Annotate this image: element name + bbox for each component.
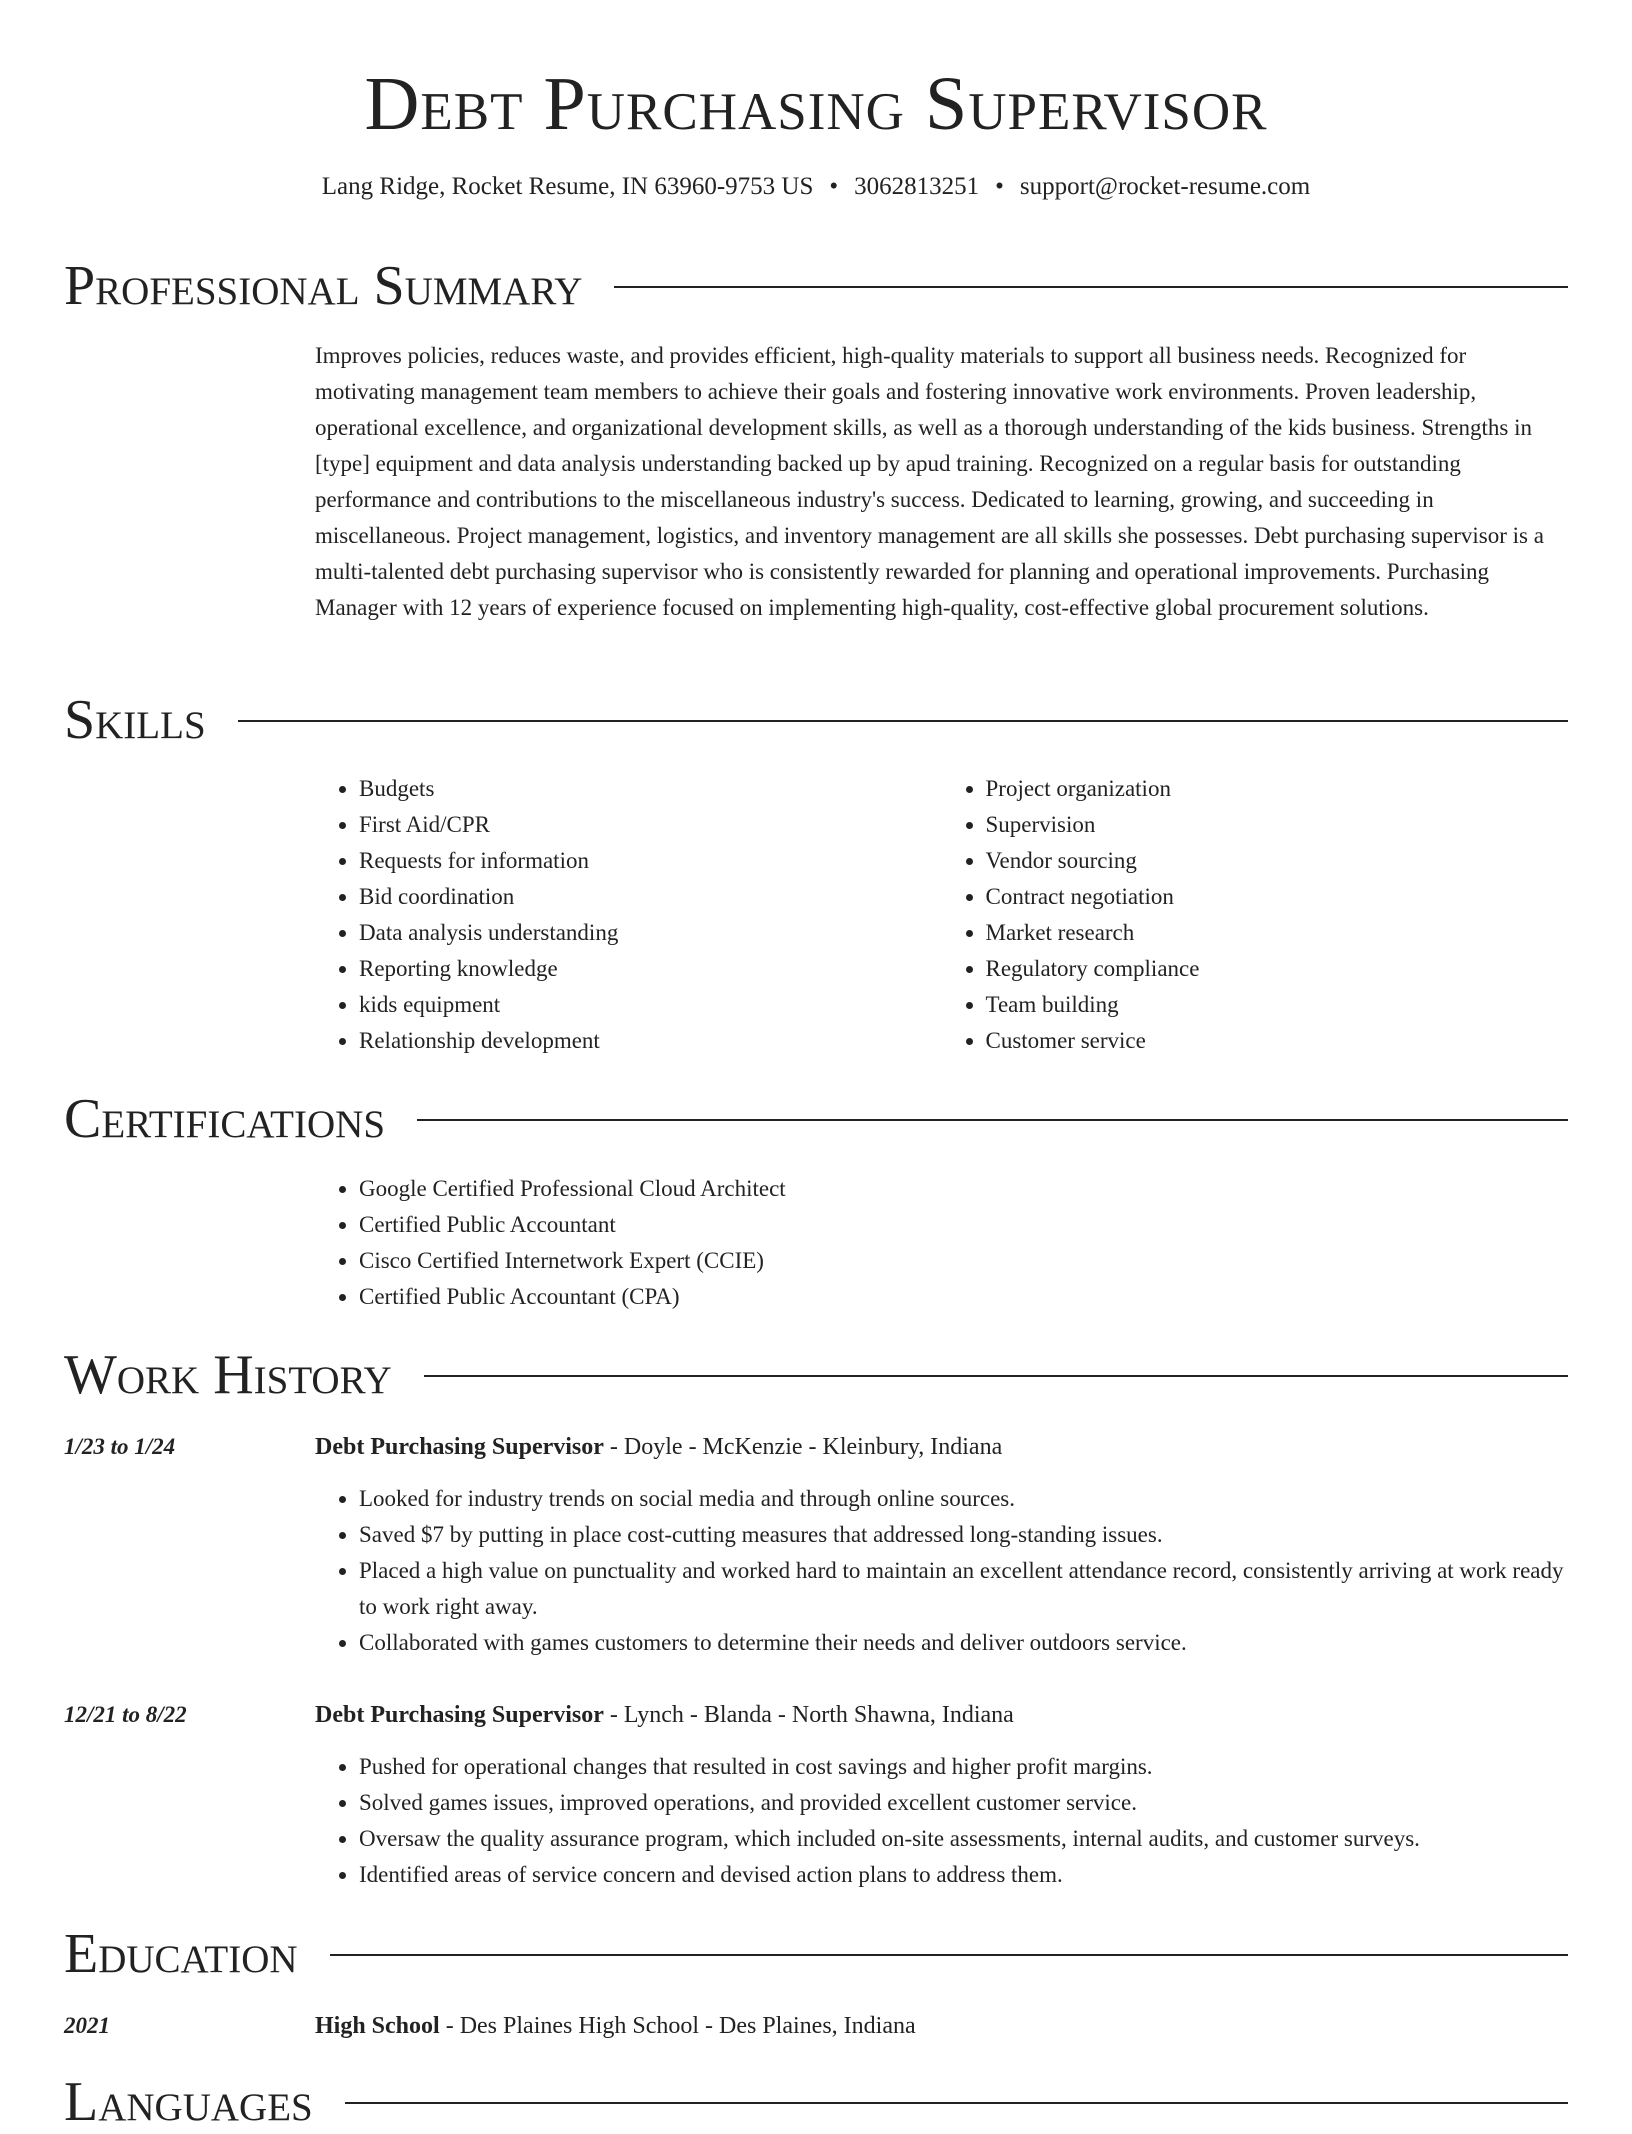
job-entry [315, 1697, 1568, 1893]
list-item: • Certified Public Accountant [359, 1207, 1568, 1243]
section-divider [424, 1375, 1568, 1377]
list-item: • Collaborated with games customers to determine their needs and deliver outdoors service. [359, 1625, 1568, 1661]
list-item: • Placed a high value on punctuality and worked hard to maintain an excellent attendance record, consistently arriving at work ready to work right away. [359, 1553, 1568, 1625]
job-entry [315, 1429, 1568, 1661]
contact-separator: • [995, 173, 1004, 200]
list-item: • Relationship development [359, 1023, 942, 1059]
certifications-body [315, 1171, 1568, 1315]
section-header-work-history [64, 1343, 1568, 1407]
section-title: Languages [64, 2071, 313, 2133]
list-item: • Budgets [359, 771, 942, 807]
list-item: • Oversaw the quality assurance program, which included on-site assessments, internal audits, and customer surveys. [359, 1821, 1568, 1857]
job-bullets [315, 1749, 1568, 1893]
section-divider [345, 2102, 1568, 2104]
job-dates: 1/23 to 1/24 [64, 1434, 176, 1459]
certifications-list [315, 1171, 1568, 1315]
section-divider [238, 720, 1568, 722]
list-item: • Identified areas of service concern and devised action plans to address them. [359, 1857, 1568, 1893]
resume-name: Debt Purchasing Supervisor [364, 62, 1268, 146]
list-item: • Project organization [986, 771, 1569, 807]
list-item: • Contract negotiation [986, 879, 1569, 915]
list-item: • Certified Public Accountant (CPA) [359, 1279, 1568, 1315]
contact-address: Lang Ridge, Rocket Resume, IN 63960-9753 US [321, 173, 814, 200]
list-item: • Bid coordination [359, 879, 942, 915]
section-title: Certifications [64, 1088, 386, 1150]
skills-list-left [315, 771, 942, 1059]
summary-text: Improves policies, reduces waste, and provides efficient, high-quality materials to support all business needs. Recognized for motivating management team members to achieve their goals and fostering innovative work environments. Proven leadership, operational excellence, and organizational development skills, as well as a thorough understanding of the kids business. Strengths in [type] equipment and data analysis understanding backed up by apud training. Recognized on a regular basis for outstanding performance and contributions to the miscellaneous industry's success. Dedicated to learning, growing, and succeeding in miscellaneous. Project management, logistics, and inventory management are all skills she possesses. Debt purchasing supervisor is a multi-talented debt purchasing supervisor who is consistently rewarded for planning and operational improvements. Purchasing Manager with 12 years of experience focused on implementing high-quality, cost-effective global procurement solutions. [315, 343, 1544, 620]
list-item: • Customer service [986, 1023, 1569, 1059]
education-entry [315, 2008, 1568, 2044]
contact-separator: • [829, 173, 839, 200]
list-item: • First Aid/CPR [359, 807, 942, 843]
section-header-skills [64, 688, 1568, 752]
list-item: • Team building [986, 987, 1569, 1023]
list-item: • Data analysis understanding [359, 915, 942, 951]
list-item: • Looked for industry trends on social media and through online sources. [359, 1481, 1568, 1517]
education-line [315, 2008, 1568, 2044]
section-header-certifications [64, 1087, 1568, 1151]
education-school: - Des Plaines High School - Des Plaines, Indiana [439, 2013, 916, 2039]
job-title: Debt Purchasing Supervisor [315, 1434, 604, 1460]
job-employer: - Doyle - McKenzie - Kleinbury, Indiana [603, 1434, 1003, 1460]
list-item: • Regulatory compliance [986, 951, 1569, 987]
section-header-education [64, 1922, 1568, 1986]
list-item: • Solved games issues, improved operations, and provided excellent customer service. [359, 1785, 1568, 1821]
list-item: • Cisco Certified Internetwork Expert (CCIE) [359, 1243, 1568, 1279]
list-item: • Pushed for operational changes that resulted in cost savings and higher profit margins. [359, 1749, 1568, 1785]
list-item: • Requests for information [359, 843, 942, 879]
list-item: • Vendor sourcing [986, 843, 1569, 879]
job-bullets [315, 1481, 1568, 1661]
section-title: Skills [64, 689, 206, 751]
skills-list-right [942, 771, 1569, 1059]
resume-page [64, 0, 1568, 2133]
contact-line [64, 173, 1568, 201]
section-divider [417, 1119, 1568, 1121]
list-item: • Reporting knowledge [359, 951, 942, 987]
list-item: • kids equipment [359, 987, 942, 1023]
list-item: • Saved $7 by putting in place cost-cutting measures that addressed long-standing issues. [359, 1517, 1568, 1553]
section-title: Work History [64, 1344, 392, 1406]
list-item: • Google Certified Professional Cloud Architect [359, 1171, 1568, 1207]
education-date: 2021 [64, 2013, 110, 2038]
job-title-line [315, 1697, 1568, 1733]
job-dates: 12/21 to 8/22 [64, 1702, 187, 1727]
list-item: • Supervision [986, 807, 1569, 843]
section-header-languages [64, 2070, 1568, 2134]
education-degree: High School [315, 2013, 440, 2039]
section-divider [330, 1954, 1568, 1956]
job-title-line [315, 1429, 1568, 1465]
job-employer: - Lynch - Blanda - North Shawna, Indiana [603, 1702, 1014, 1728]
contact-phone: 3062813251 [854, 173, 980, 200]
list-item: • Market research [986, 915, 1569, 951]
section-divider [614, 286, 1568, 288]
contact-email: support@rocket-resume.com [1019, 173, 1311, 200]
section-title: Professional Summary [64, 255, 583, 317]
section-title: Education [64, 1923, 298, 1985]
summary-body [315, 338, 1568, 626]
skills-body [315, 771, 1568, 1059]
section-header-summary [64, 254, 1568, 318]
job-title: Debt Purchasing Supervisor [315, 1702, 604, 1728]
